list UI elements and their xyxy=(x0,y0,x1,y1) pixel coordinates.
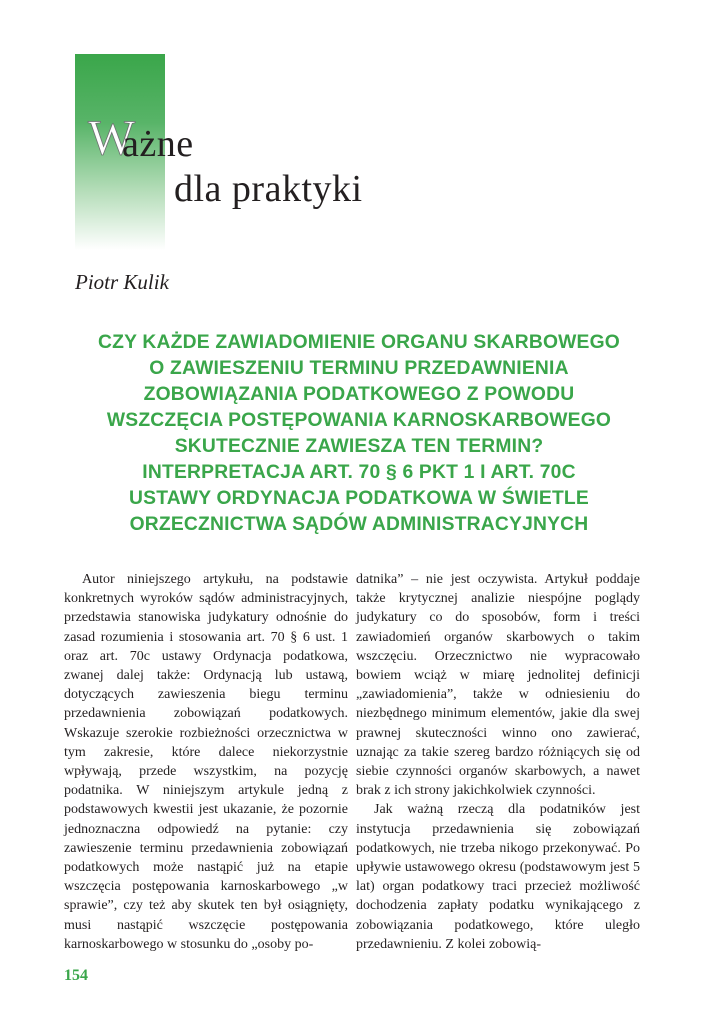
body-paragraph: Jak ważną rzeczą dla podatników jest instytucja przedawnienia się zobowiązań podatkowych, nie trzeba nikogo przekonywać. Po upływie ustawowego okresu (podstawowym jest 5 lat) organ podatkowy traci przecież możliwość dochodzenia zapłaty podatku wynikającego z zobowiązania podatkowego, które uległo przedawnieniu. Z kolei zobowią- xyxy=(356,802,640,952)
title-line: CZY KAŻDE ZAWIADOMIENIE ORGANU SKARBOWEGO xyxy=(97,332,620,353)
section-heading xyxy=(88,109,408,212)
title-line: INTERPRETACJA ART. 70 § 6 PKT 1 I ART. 70C xyxy=(142,462,576,483)
author-name: Piotr Kulik xyxy=(75,270,169,294)
body-paragraph: datnika” – nie jest oczywista. Artykuł poddaje także krytycznej analizie niespójne poglądy judykatury co do sposobów, form i treści zawiadomień organów skarbowych o takim wszczęciu. Orzecznictwo nie wypracowało bowiem wciąż w miarę jednolitej definicji „zawiadomienia”, także w odniesieniu do niezbędnego minimum elementów, jakie dla swej prawnej skuteczności winno ono zawierać, uznając za takie szereg bardzo różniących się od siebie czynności organów skarbowych, a nawet brak z ich strony jakichkolwiek czynności. xyxy=(356,572,640,799)
body-column-right xyxy=(356,570,640,954)
title-line: SKUTECZNIE ZAWIESZA TEN TERMIN? xyxy=(174,436,544,457)
heading-line-1: ażne xyxy=(122,123,194,165)
title-line: ORZECZNICTWA SĄDÓW ADMINISTRACYJNYCH xyxy=(129,514,589,535)
article-title xyxy=(60,330,658,538)
title-line: ZOBOWIĄZANIA PODATKOWEGO Z POWODU xyxy=(143,384,575,405)
title-line: O ZAWIESZENIU TERMINU PRZEDAWNIENIA xyxy=(149,358,569,379)
page-number: 154 xyxy=(64,967,88,984)
heading-initial: W xyxy=(88,109,136,165)
body-paragraph: Autor niniejszego artykułu, na podstawie konkretnych wyroków sądów administracyjnych, przedstawia stanowiska judykatury odnośnie do zasad rozumienia i stosowania art. 70 § 6 ust. 1 oraz art. 70c ustawy Ordynacja podatkowa, zwanej dalej także: Ordynacją lub ustawą, dotyczących zawieszenia biegu terminu przedawnienia zobowiązań podatkowych. Wskazuje szerokie rozbieżności orzecznictwa w tym zakresie, które dalece niekorzystnie wpływają, przede wszystkim, na pozycję podatnika. W niniejszym artykule jedną z podstawowych kwestii jest ukazanie, że pozornie jednoznaczna odpowiedź na pytanie: czy zawieszenie terminu przedawnienia zobowiązań podatkowych może nastąpić już na etapie wszczęcia postępowania karnoskarbowego „w sprawie”, czy też aby skutek ten był osiągnięty, musi nastąpić wszczęcie postępowania karnoskarbowego w stosunku do „osoby po- xyxy=(64,572,348,952)
heading-line-2: dla praktyki xyxy=(174,168,363,210)
body-column-left xyxy=(64,570,348,954)
title-line: USTAWY ORDYNACJA PODATKOWA W ŚWIETLE xyxy=(129,488,589,509)
title-line: WSZCZĘCIA POSTĘPOWANIA KARNOSKARBOWEGO xyxy=(106,410,612,431)
